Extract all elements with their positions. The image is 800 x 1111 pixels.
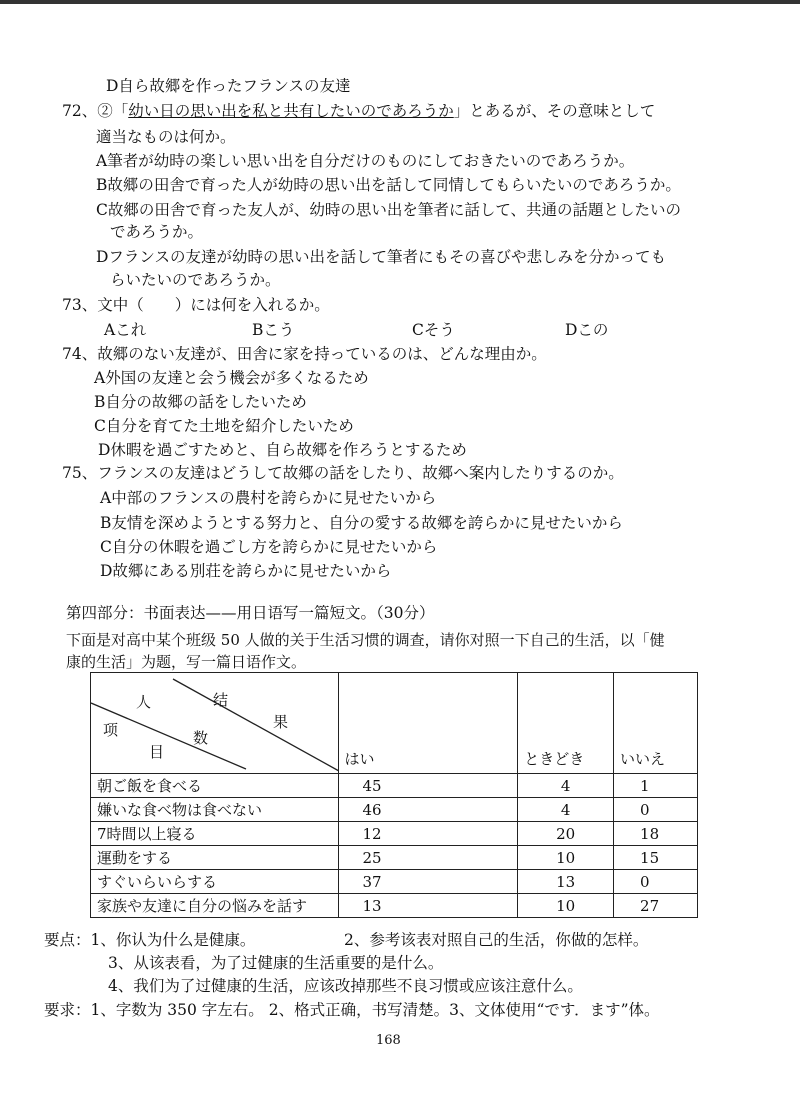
point-3: 3、从该表看，为了过健康的生活重要的是什么。 [108,954,444,972]
row-yes: 46 [338,798,518,822]
q75-option-b: B友情を深めようとする努力と、自分の愛する故郷を誇らかに見せたいから [100,514,623,532]
header-label-jie: 结 [213,691,229,709]
row-item: 朝ご飯を食べる [91,774,339,798]
survey-table [90,672,698,918]
q73-stem: 73、文中（ ）には何を入れるか。 [62,296,330,314]
part4-intro-line1: 下面是对高中某个班级 50 人做的关于生活习惯的调查，请你对照一下自己的生活，以「健 [66,631,665,649]
q73-option-a: Aこれ [104,321,147,339]
column-header-sometimes: ときどき [518,673,614,774]
row-yes: 45 [338,774,518,798]
row-no: 1 [614,774,698,798]
row-sometimes: 10 [518,894,614,918]
table-row [91,846,698,870]
point-1: 要点：1、你认为什么是健康。 [44,931,256,949]
q73-option-b: Bこう [252,321,295,339]
q73-option-c: Cそう [412,321,455,339]
row-sometimes: 4 [518,798,614,822]
row-item: すぐいらいらする [91,870,339,894]
row-item: 家族や友達に自分の悩みを話す [91,894,339,918]
part4-intro-line2: 康的生活」为题，写一篇日语作文。 [66,653,307,671]
page-top-border [0,0,800,4]
q75-option-c: C自分の休暇を過ごし方を誇らかに見せたいから [100,538,438,556]
q75-option-a: A中部のフランスの農村を誇らかに見せたいから [100,489,437,507]
point-4: 4、我们为了过健康的生活，应该改掉那些不良习惯或应该注意什么。 [108,977,583,995]
q74-option-b: B自分の故郷の話をしたいため [94,393,307,411]
part4-title: 第四部分：书面表达——用日语写一篇短文。（30分） [66,604,435,622]
q74-option-d: D休暇を過ごすためと、自ら故郷を作ろうとするため [98,441,467,459]
row-sometimes: 20 [518,822,614,846]
q72-stem-line2: 適当なものは何か。 [96,128,236,146]
q72-option-c: C故郷の田舎で育った友人が、幼時の思い出を筆者に話して、共通の話題としたいの [96,201,682,219]
row-no: 0 [614,798,698,822]
q74-option-c: C自分を育てた土地を紹介したいため [94,417,354,435]
row-no: 0 [614,870,698,894]
table-row [91,774,698,798]
q73-options [0,320,800,340]
table-row [91,894,698,918]
q75-option-d: D故郷にある別荘を誇らかに見せたいから [100,562,392,580]
row-yes: 13 [338,894,518,918]
q72-option-d: Dフランスの友達が幼時の思い出を話して筆者にもその喜びや悲しみを分かっても [96,248,666,266]
header-label-guo: 果 [273,713,289,731]
q72-prefix: 72、②「 [62,102,129,120]
table-row [91,870,698,894]
q72-underlined-quote: 幼い日の思い出を私と共有したいのであろうか [128,102,454,120]
row-sometimes: 13 [518,870,614,894]
page-number: 168 [376,1033,401,1048]
row-no: 15 [614,846,698,870]
row-yes: 37 [338,870,518,894]
q74-option-a: A外国の友達と会う機会が多くなるため [94,369,369,387]
row-yes: 25 [338,846,518,870]
header-label-mu: 目 [149,743,165,761]
header-label-ren: 人 [136,693,152,711]
q75-stem: 75、フランスの友達はどうして故郷の話をしたり、故郷へ案内したりするのか。 [62,464,624,482]
table-row [91,798,698,822]
survey-header-row [91,673,698,774]
table-row [91,822,698,846]
row-item: 7時間以上寝る [91,822,339,846]
q72-suffix: 」とあるが、その意味として [453,102,656,120]
q72-option-c-cont: であろうか。 [110,223,204,241]
requirements: 要求：1、字数为 350 字左右。 2、格式正确，书写清楚。3、文体使用“です．ます”体。 [44,1001,660,1019]
q72-option-b: B故郷の田舎で育った人が幼時の思い出を話して同情してもらいたいのであろうか。 [96,176,681,194]
diagonal-lines [91,673,339,773]
q73-option-d: Dこの [565,321,609,339]
row-no: 27 [614,894,698,918]
row-item: 嫌いな食べ物は食べない [91,798,339,822]
diagonal-header-cell [91,673,339,774]
header-label-xiang: 项 [103,721,119,739]
row-item: 運動をする [91,846,339,870]
row-yes: 12 [338,822,518,846]
q72-option-d-cont: らいたいのであろうか。 [110,271,281,289]
previous-option-d: D自ら故郷を作ったフランスの友達 [106,77,351,95]
q74-stem: 74、故郷のない友達が、田舎に家を持っているのは、どんな理由か。 [62,345,547,363]
point-2: 2、参考该表对照自己的生活，你做的怎样。 [344,931,649,949]
q72-option-a: A筆者が幼時の楽しい思い出を自分だけのものにしておきたいのであろうか。 [96,152,635,170]
row-sometimes: 4 [518,774,614,798]
header-label-shu: 数 [193,729,209,747]
row-no: 18 [614,822,698,846]
column-header-yes: はい [338,673,518,774]
column-header-no: いいえ [614,673,698,774]
q72-stem [62,101,655,121]
row-sometimes: 10 [518,846,614,870]
